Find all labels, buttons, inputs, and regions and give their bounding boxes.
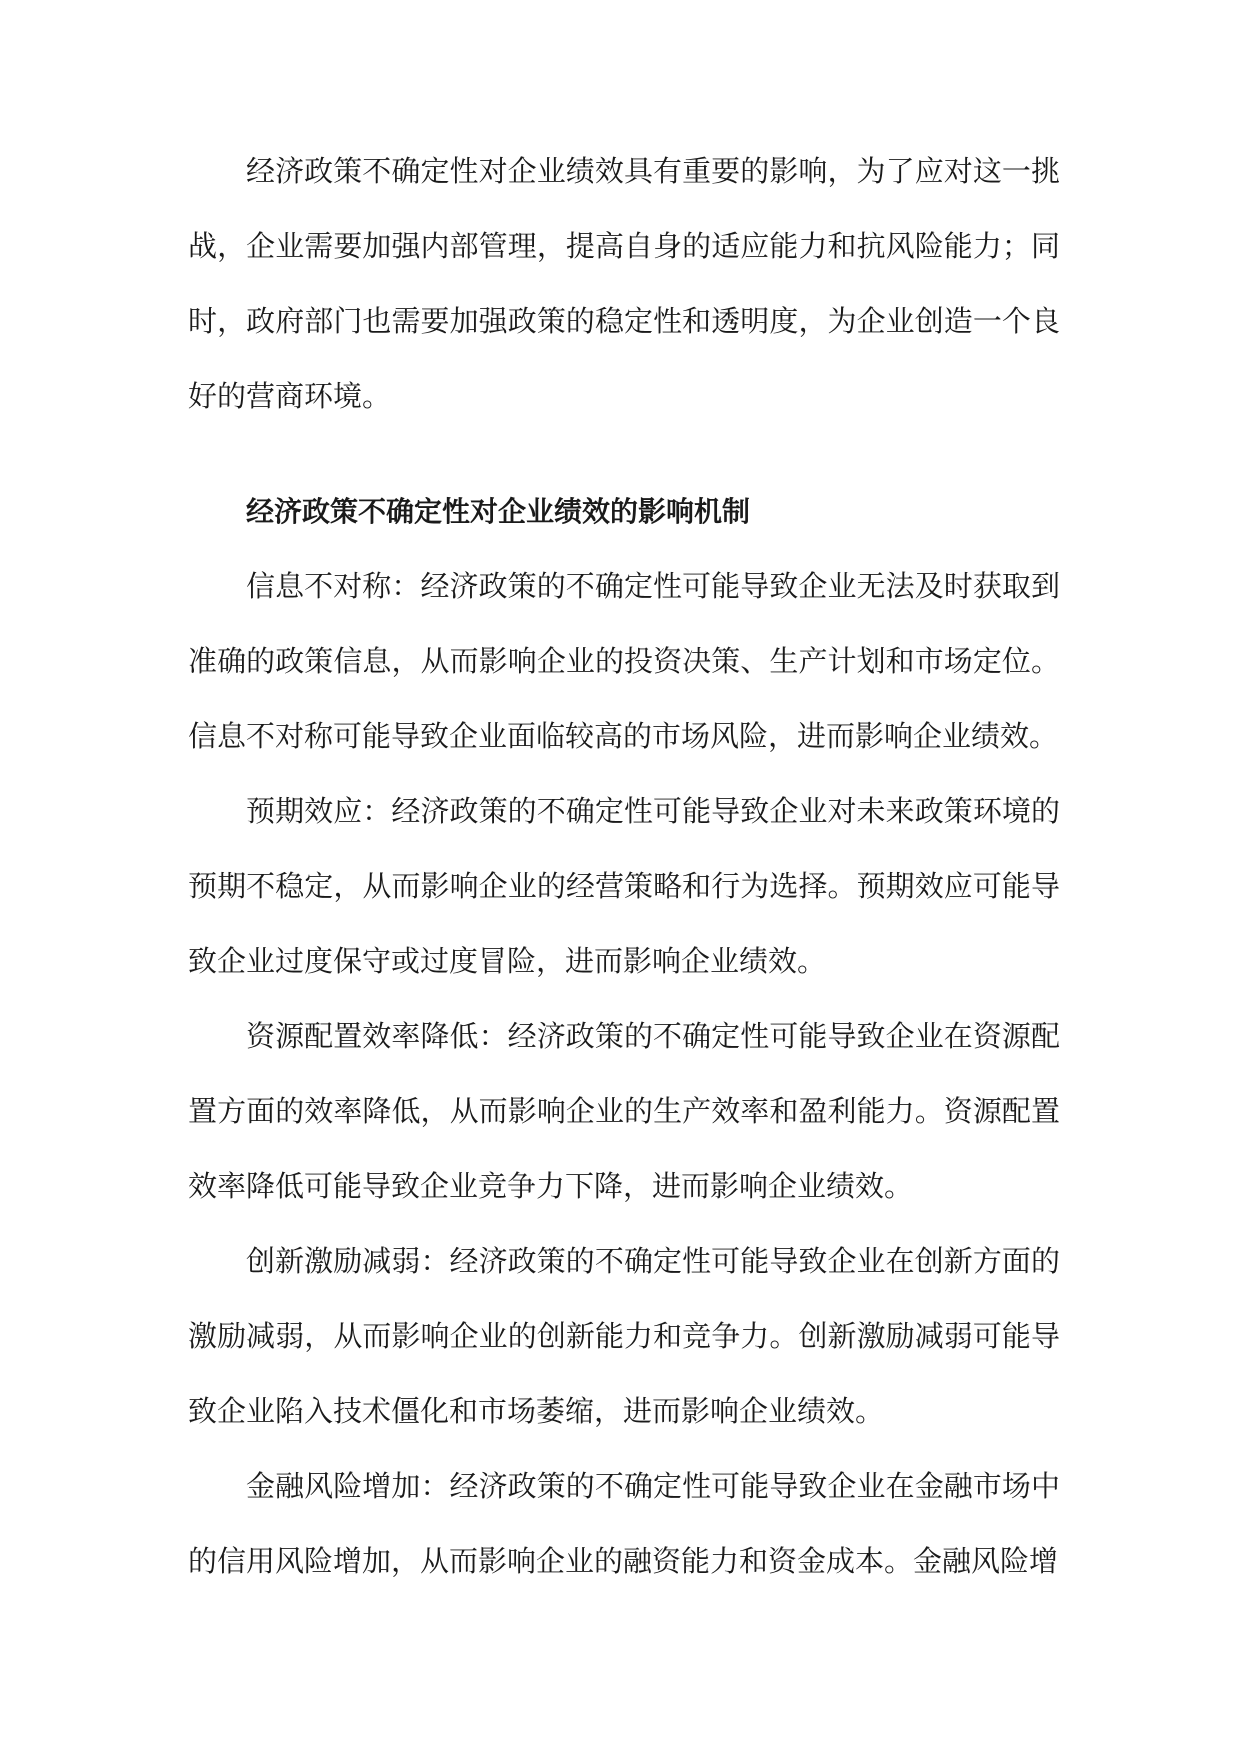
paragraph-innovation-incentive: 创新激励减弱：经济政策的不确定性可能导致企业在创新方面的激励减弱，从而影响企业的创新能力和竞争力。创新激励减弱可能导致企业陷入技术僵化和市场萎缩，进而影响企业绩效。 (188, 1244, 1060, 1428)
intro-paragraph: 经济政策不确定性对企业绩效具有重要的影响，为了应对这一挑战，企业需要加强内部管理，提高自身的适应能力和抗风险能力；同时，政府部门也需要加强政策的稳定性和透明度，为企业创造一个良好的营商环境。 (188, 154, 1060, 413)
document-body (188, 134, 1060, 1599)
section-heading: 经济政策不确定性对企业绩效的影响机制 (246, 495, 751, 528)
paragraph-financial-risk: 金融风险增加：经济政策的不确定性可能导致企业在金融市场中的信用风险增加，从而影响企业的融资能力和资金成本。金融风险增 (188, 1469, 1060, 1578)
paragraph-resource-allocation: 资源配置效率降低：经济政策的不确定性可能导致企业在资源配置方面的效率降低，从而影响企业的生产效率和盈利能力。资源配置效率降低可能导致企业竞争力下降，进而影响企业绩效。 (188, 1019, 1060, 1203)
paragraph-information-asymmetry: 信息不对称：经济政策的不确定性可能导致企业无法及时获取到准确的政策信息，从而影响企业的投资决策、生产计划和市场定位。信息不对称可能导致企业面临较高的市场风险，进而影响企业绩效。 (188, 569, 1060, 753)
paragraph-expectation-effect: 预期效应：经济政策的不确定性可能导致企业对未来政策环境的预期不稳定，从而影响企业的经营策略和行为选择。预期效应可能导致企业过度保守或过度冒险，进而影响企业绩效。 (188, 794, 1060, 978)
